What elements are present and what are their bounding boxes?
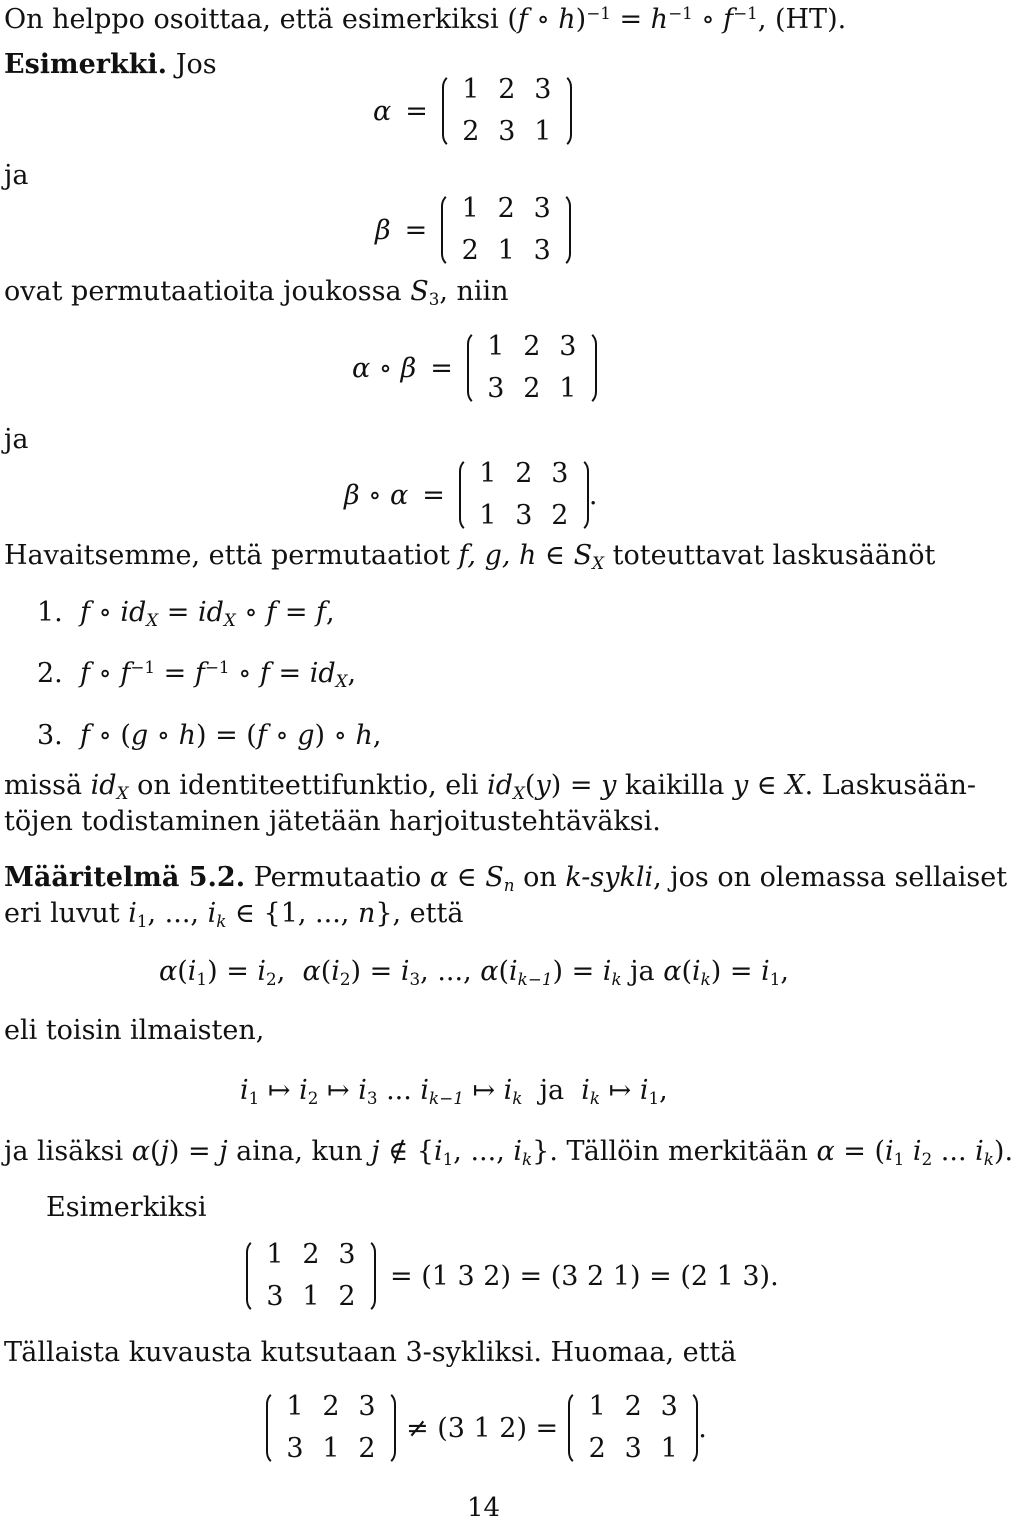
cycle-equations: $\alpha(i_1) = i_2$, $\alpha(i_2) = i_3$, ..., $\alpha(i_{k-1}) = i_k$ ja $\alpha(i_k) = i_1$, xyxy=(159,956,789,990)
in-other-words: eli toisin ilmaisten, xyxy=(4,1015,265,1046)
permutations-line: ovat permutaatioita joukossa $S_3$, niin xyxy=(4,276,509,310)
additionally-line: ja lisäksi α(j) = j aina, kun j ∉ {$i_1$, ..., $i_k$}. Tällöin merkitään $\alpha = (i_1$ $i_2$ ... $i_k$). xyxy=(4,1136,1013,1170)
example-text: Jos xyxy=(175,49,217,80)
not-equal-middle: ≠ (3 1 2) = xyxy=(406,1412,559,1444)
beta-definition: β = 1 2 3 2 1 3 xyxy=(375,192,571,268)
left-matrix: 1 2 3 3 1 2 xyxy=(266,1390,396,1466)
example-cycle-notation: = (1 3 2) = (3 2 1) = (2 1 3). xyxy=(390,1260,779,1292)
such-mapping-line: Tällaista kuvausta kutsutaan 3-sykliksi. Huomaa, että xyxy=(4,1337,737,1368)
beta-matrix: 1 2 3 2 1 3 xyxy=(441,192,571,268)
ja-1: ja xyxy=(4,160,29,191)
observation-line: Havaitsemme, että permutaatiot f, g, h ∈ $S_X$ toteuttavat laskusäänöt xyxy=(4,540,936,574)
rule-2: 2. f ∘ $f^{-1} = f^{-1}$ ∘ $f = id_X$, xyxy=(37,656,357,692)
definition-label: Määritelmä 5.2. xyxy=(4,862,246,893)
alpha-matrix: 1 2 3 2 3 1 xyxy=(442,73,572,149)
intro-line: On helppo osoittaa, että esimerkiksi (f ∘ $h)^{-1} = h^{-1}$ ∘ $f^{-1}$, (HT). xyxy=(4,2,847,35)
beta-symbol: β xyxy=(375,214,391,246)
definition-line-2: eri luvut $i_1$, ..., $i_k$ ∈ {1, ..., n}, että xyxy=(4,898,464,932)
alpha-beta-matrix: 1 2 3 3 2 1 xyxy=(467,330,597,406)
right-matrix: 1 2 3 2 3 1 xyxy=(568,1390,698,1466)
example-matrix: 1 2 3 3 1 2 xyxy=(246,1238,376,1314)
ja-2: ja xyxy=(4,424,29,455)
page-number: 14 xyxy=(467,1493,501,1523)
example-label: Esimerkki. xyxy=(4,49,168,80)
for-example: Esimerkiksi xyxy=(46,1192,207,1223)
not-equal-example: 1 2 3 3 1 2 ≠ (3 1 2) = 1 2 3 2 3 1 . xyxy=(266,1390,707,1466)
alpha-symbol: α xyxy=(373,95,392,127)
definition-line-1: Määritelmä 5.2. Permutaatio α ∈ $S_n$ on k-sykli, jos on olemassa sellaiset xyxy=(4,862,1008,896)
where-line-1: missä $id_X$ on identiteettifunktio, eli $id_X(y) = y$ kaikilla y ∈ X. Laskusään- xyxy=(4,770,976,804)
beta-alpha-composition: β ∘ α = 1 2 3 1 3 2 . xyxy=(344,458,598,531)
rule-1: 1. f ∘ $id_X = id_X$ ∘ f = f, xyxy=(37,597,335,631)
alpha-beta-symbol: α ∘ β xyxy=(352,352,417,384)
where-line-2: töjen todistaminen jätetään harjoitustehtäväksi. xyxy=(4,806,661,837)
maps-to-chain: $i_1$ ↦ $i_2$ ↦ $i_3$ ... $i_{k-1}$ ↦ $i_k$ ja $i_k$ ↦ $i_1$, xyxy=(240,1075,668,1109)
alpha-beta-composition: α ∘ β = 1 2 3 3 2 1 xyxy=(352,330,597,406)
three-cycle-example xyxy=(246,1238,779,1314)
beta-alpha-matrix: 1 2 3 1 3 2 xyxy=(459,457,589,533)
alpha-definition: α = 1 2 3 2 3 1 xyxy=(373,73,572,149)
rule-3: 3. f ∘ (g ∘ h) = (f ∘ g) ∘ h, xyxy=(37,720,382,751)
example-heading xyxy=(4,49,217,80)
beta-alpha-symbol: β ∘ α xyxy=(344,479,409,511)
